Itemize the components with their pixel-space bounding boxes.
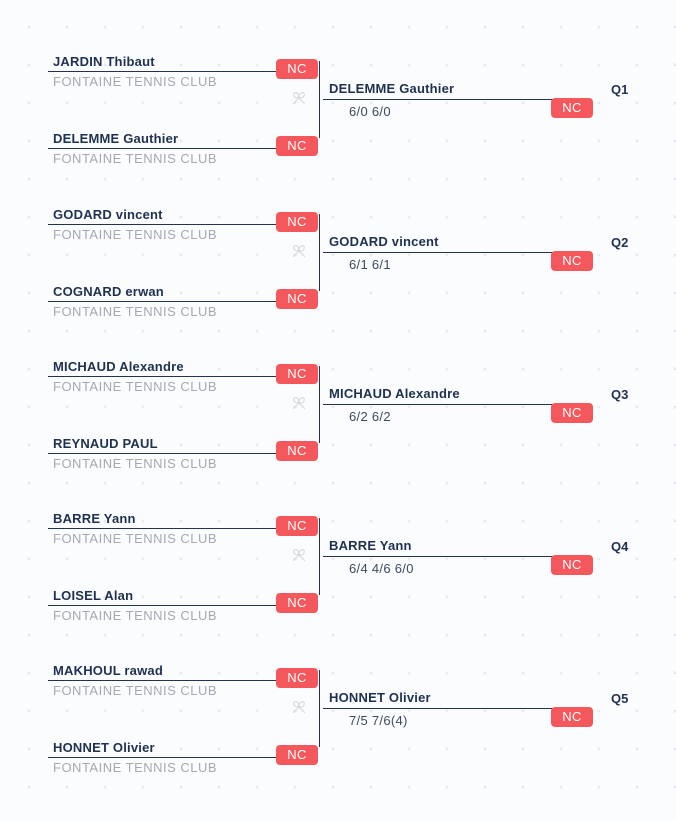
player-1-rank-badge: NC xyxy=(276,212,318,232)
match-1 xyxy=(0,51,676,171)
player-1-rank-badge: NC xyxy=(276,668,318,688)
player-2-club: FONTAINE TENNIS CLUB xyxy=(53,456,218,471)
player-2-name[interactable]: COGNARD erwan xyxy=(53,284,164,299)
winner-name[interactable]: GODARD vincent xyxy=(329,234,439,249)
player-2-rank-badge: NC xyxy=(276,745,318,765)
qualifier-label: Q1 xyxy=(611,82,629,97)
winner-rank-badge: NC xyxy=(551,251,593,271)
winner-rank-badge: NC xyxy=(551,403,593,423)
player-2-line xyxy=(48,605,278,606)
player-2-club: FONTAINE TENNIS CLUB xyxy=(53,608,218,623)
winner-line xyxy=(323,556,553,557)
winner-line xyxy=(323,708,553,709)
bracket-connector xyxy=(319,670,320,747)
player-2-rank-badge: NC xyxy=(276,441,318,461)
player-1-club: FONTAINE TENNIS CLUB xyxy=(53,74,218,89)
match-score: 6/4 4/6 6/0 xyxy=(349,561,414,576)
player-2-name[interactable]: LOISEL Alan xyxy=(53,588,134,603)
player-2-name[interactable]: REYNAUD PAUL xyxy=(53,436,158,451)
tennis-rackets-icon xyxy=(292,548,306,562)
match-2 xyxy=(0,204,676,324)
qualifier-label: Q2 xyxy=(611,235,629,250)
match-score: 6/1 6/1 xyxy=(349,257,391,272)
qualifier-label: Q4 xyxy=(611,539,629,554)
player-1-club: FONTAINE TENNIS CLUB xyxy=(53,227,218,242)
player-2-line xyxy=(48,301,278,302)
player-1-name[interactable]: JARDIN Thibaut xyxy=(53,54,155,69)
winner-name[interactable]: DELEMME Gauthier xyxy=(329,81,455,96)
qualifier-label: Q3 xyxy=(611,387,629,402)
player-2-line xyxy=(48,148,278,149)
tennis-rackets-icon xyxy=(292,396,306,410)
winner-name[interactable]: BARRE Yann xyxy=(329,538,412,553)
match-score: 7/5 7/6(4) xyxy=(349,713,408,728)
winner-name[interactable]: HONNET Olivier xyxy=(329,690,431,705)
winner-line xyxy=(323,252,553,253)
match-4 xyxy=(0,508,676,628)
winner-line xyxy=(323,99,553,100)
player-1-name[interactable]: GODARD vincent xyxy=(53,207,163,222)
player-2-rank-badge: NC xyxy=(276,289,318,309)
qualifier-label: Q5 xyxy=(611,691,629,706)
player-1-name[interactable]: MICHAUD Alexandre xyxy=(53,359,184,374)
player-2-rank-badge: NC xyxy=(276,593,318,613)
player-1-line xyxy=(48,376,278,377)
player-2-name[interactable]: HONNET Olivier xyxy=(53,740,155,755)
winner-line xyxy=(323,404,553,405)
winner-rank-badge: NC xyxy=(551,555,593,575)
player-1-club: FONTAINE TENNIS CLUB xyxy=(53,531,218,546)
match-5 xyxy=(0,660,676,780)
player-1-line xyxy=(48,680,278,681)
player-1-rank-badge: NC xyxy=(276,516,318,536)
player-1-rank-badge: NC xyxy=(276,364,318,384)
player-2-line xyxy=(48,453,278,454)
player-1-club: FONTAINE TENNIS CLUB xyxy=(53,379,218,394)
tennis-rackets-icon xyxy=(292,244,306,258)
player-2-line xyxy=(48,757,278,758)
winner-rank-badge: NC xyxy=(551,707,593,727)
match-score: 6/0 6/0 xyxy=(349,104,391,119)
player-2-name[interactable]: DELEMME Gauthier xyxy=(53,131,179,146)
tennis-rackets-icon xyxy=(292,700,306,714)
player-1-line xyxy=(48,224,278,225)
tennis-rackets-icon xyxy=(292,91,306,105)
match-3 xyxy=(0,356,676,476)
player-1-line xyxy=(48,71,278,72)
player-1-name[interactable]: BARRE Yann xyxy=(53,511,136,526)
player-2-rank-badge: NC xyxy=(276,136,318,156)
player-1-rank-badge: NC xyxy=(276,59,318,79)
player-2-club: FONTAINE TENNIS CLUB xyxy=(53,304,218,319)
player-1-club: FONTAINE TENNIS CLUB xyxy=(53,683,218,698)
player-1-name[interactable]: MAKHOUL rawad xyxy=(53,663,163,678)
player-2-club: FONTAINE TENNIS CLUB xyxy=(53,760,218,775)
bracket-connector xyxy=(319,61,320,138)
player-2-club: FONTAINE TENNIS CLUB xyxy=(53,151,218,166)
bracket-connector xyxy=(319,518,320,595)
bracket-connector xyxy=(319,214,320,291)
winner-rank-badge: NC xyxy=(551,98,593,118)
player-1-line xyxy=(48,528,278,529)
winner-name[interactable]: MICHAUD Alexandre xyxy=(329,386,460,401)
bracket-connector xyxy=(319,366,320,443)
match-score: 6/2 6/2 xyxy=(349,409,391,424)
